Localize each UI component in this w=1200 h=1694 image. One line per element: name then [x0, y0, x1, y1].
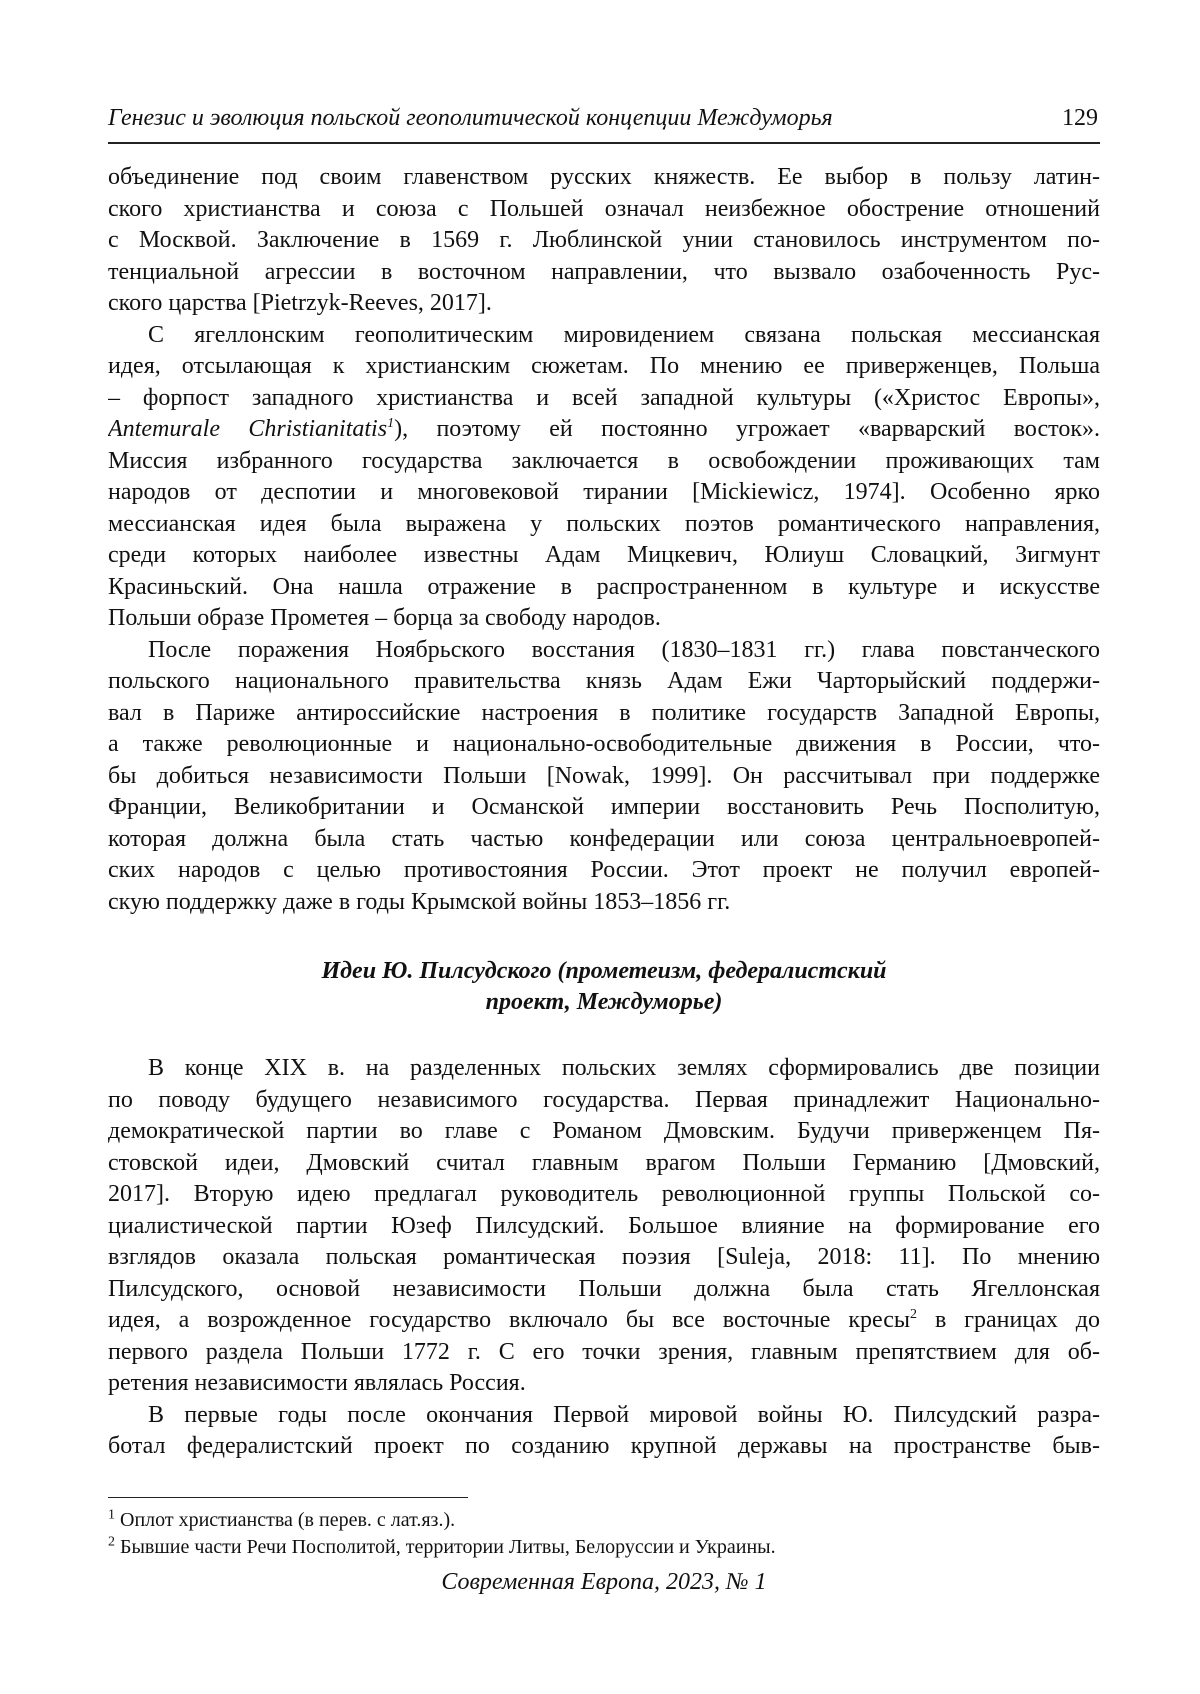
- text-line: В конце XIX в. на разделенных польских землях сформировались две позиции: [148, 1055, 1100, 1081]
- footnote-ref-1[interactable]: 1: [387, 416, 395, 431]
- footnote-text: Оплот христианства (в перев. с лат.яз.).: [115, 1509, 456, 1531]
- paragraph-1: [108, 162, 1100, 320]
- text-line: которая должна была стать частью конфедерации или союза центральноевропей-: [108, 825, 1100, 852]
- text-line: первого раздела Польши 1772 г. С его точки зрения, главным препятствием для об-: [108, 1338, 1100, 1365]
- text-line: с Москвой. Заключение в 1569 г. Люблинской унии становилось инструментом по-: [108, 227, 1100, 253]
- text-line: После поражения Ноябрьского восстания (1830–1831 гг.) глава повстанческого: [148, 636, 1100, 663]
- body-text-upper: [108, 162, 1100, 918]
- text-line: тенциальной агрессии в восточном направлении, что вызвало озабоченность Рус-: [108, 258, 1100, 285]
- text-line: С ягеллонским геополитическим мировидением связана польская мессианская: [148, 321, 1100, 348]
- text-line: Польши образе Прометея – борца за свободу народов.: [108, 605, 661, 631]
- text-line: ретения независимости являлась Россия.: [108, 1370, 526, 1396]
- text-fragment: в границах до: [917, 1307, 1100, 1333]
- section-heading-line-2: проект, Междуморье): [485, 989, 723, 1015]
- page-header: [108, 104, 1100, 144]
- text-line: мессианская идея была выражена у польских поэтов романтического направления,: [108, 510, 1100, 537]
- text-line-with-footnote: [108, 1305, 1100, 1337]
- footnote-divider: [108, 1497, 468, 1498]
- latin-term: Antemurale Christianitatis: [108, 416, 388, 442]
- section-heading-line-1: Идеи Ю. Пилсудского (прометеизм, федералистский: [321, 958, 887, 984]
- text-line: бы добиться независимости Польши [Nowak, 1999]. Он рассчитывал при поддержке: [108, 762, 1100, 789]
- text-line: среди которых наиболее известны Адам Мицкевич, Юлиуш Словацкий, Зигмунт: [108, 542, 1100, 568]
- text-line: ского царства [Pietrzyk-Reeves, 2017].: [108, 290, 492, 316]
- text-line: ботал федералистский проект по созданию крупной державы на пространстве быв-: [108, 1433, 1100, 1459]
- footnote-2: [108, 1534, 1100, 1561]
- paragraph-5: [108, 1400, 1100, 1463]
- footnote-1: [108, 1507, 1100, 1534]
- footnote-number: 2: [108, 1534, 115, 1550]
- text-line: объединение под своим главенством русских княжеств. Ее выбор в пользу латин-: [108, 164, 1100, 190]
- running-head: Генезис и эволюция польской геополитической концепции Междуморья: [108, 105, 833, 131]
- text-line: демократической партии во главе с Романом Дмовским. Будучи приверженцем Пя-: [108, 1118, 1100, 1144]
- text-line: по поводу будущего независимого государства. Первая принадлежит Национально-: [108, 1086, 1100, 1113]
- section-heading: [108, 956, 1100, 1018]
- text-line: 2017]. Вторую идею предлагал руководитель революционной группы Польской со-: [108, 1181, 1100, 1207]
- footnote-ref-2[interactable]: 2: [910, 1307, 918, 1322]
- text-line: польского национального правительства князь Адам Ежи Чарторыйский поддержи-: [108, 668, 1100, 694]
- text-line: ского христианства и союза с Польшей означал неизбежное обострение отношений: [108, 195, 1100, 222]
- text-line: народов от деспотии и многовековой тирании [Mickiewicz, 1974]. Особенно ярко: [108, 479, 1100, 505]
- text-line-with-footnote: [108, 414, 1100, 446]
- text-line: Красиньский. Она нашла отражение в распространенном в культуре и искусстве: [108, 573, 1100, 600]
- text-line: В первые годы после окончания Первой мировой войны Ю. Пилсудский разра-: [148, 1401, 1100, 1428]
- paragraph-4: [108, 1053, 1100, 1400]
- paragraph-3: [108, 635, 1100, 919]
- text-line: а также революционные и национально-освободительные движения в России, что-: [108, 731, 1100, 757]
- text-fragment: ), поэтому ей постоянно угрожает «варварский восток».: [394, 416, 1100, 442]
- body-text-lower: [108, 1053, 1100, 1463]
- text-line: взглядов оказала польская романтическая поэзия [Suleja, 2018: 11]. По мнению: [108, 1244, 1100, 1270]
- text-line: идея, отсылающая к христианским сюжетам. По мнению ее приверженцев, Польша: [108, 353, 1100, 379]
- text-fragment: идея, а возрожденное государство включало бы все восточные кресы: [108, 1307, 911, 1333]
- text-line: вал в Париже антироссийские настроения в политике государств Западной Европы,: [108, 699, 1100, 726]
- text-line: стовской идеи, Дмовский считал главным врагом Польши Германию [Дмовский,: [108, 1149, 1100, 1176]
- footnotes: [108, 1507, 1100, 1561]
- text-line: – форпост западного христианства и всей западной культуры («Христос Европы»,: [108, 384, 1100, 411]
- text-line: скую поддержку даже в годы Крымской войны 1853–1856 гг.: [108, 888, 731, 915]
- text-line: Миссия избранного государства заключается в освобождении проживающих там: [108, 447, 1100, 474]
- paragraph-2: [108, 320, 1100, 635]
- text-line: циалистической партии Юзеф Пилсудский. Большое влияние на формирование его: [108, 1212, 1100, 1239]
- text-line: Франции, Великобритании и Османской империи восстановить Речь Посполитую,: [108, 794, 1100, 820]
- page-number: 129: [1062, 105, 1098, 131]
- text-line: ских народов с целью противостояния России. Этот проект не получил европей-: [108, 857, 1100, 883]
- journal-footer: Современная Европа, 2023, № 1: [441, 1569, 767, 1595]
- text-line: Пилсудского, основой независимости Польши должна была стать Ягеллонская: [108, 1275, 1100, 1302]
- footnote-text: Бывшие части Речи Посполитой, территории Литвы, Белоруссии и Украины.: [115, 1536, 776, 1558]
- footnote-number: 1: [108, 1507, 115, 1523]
